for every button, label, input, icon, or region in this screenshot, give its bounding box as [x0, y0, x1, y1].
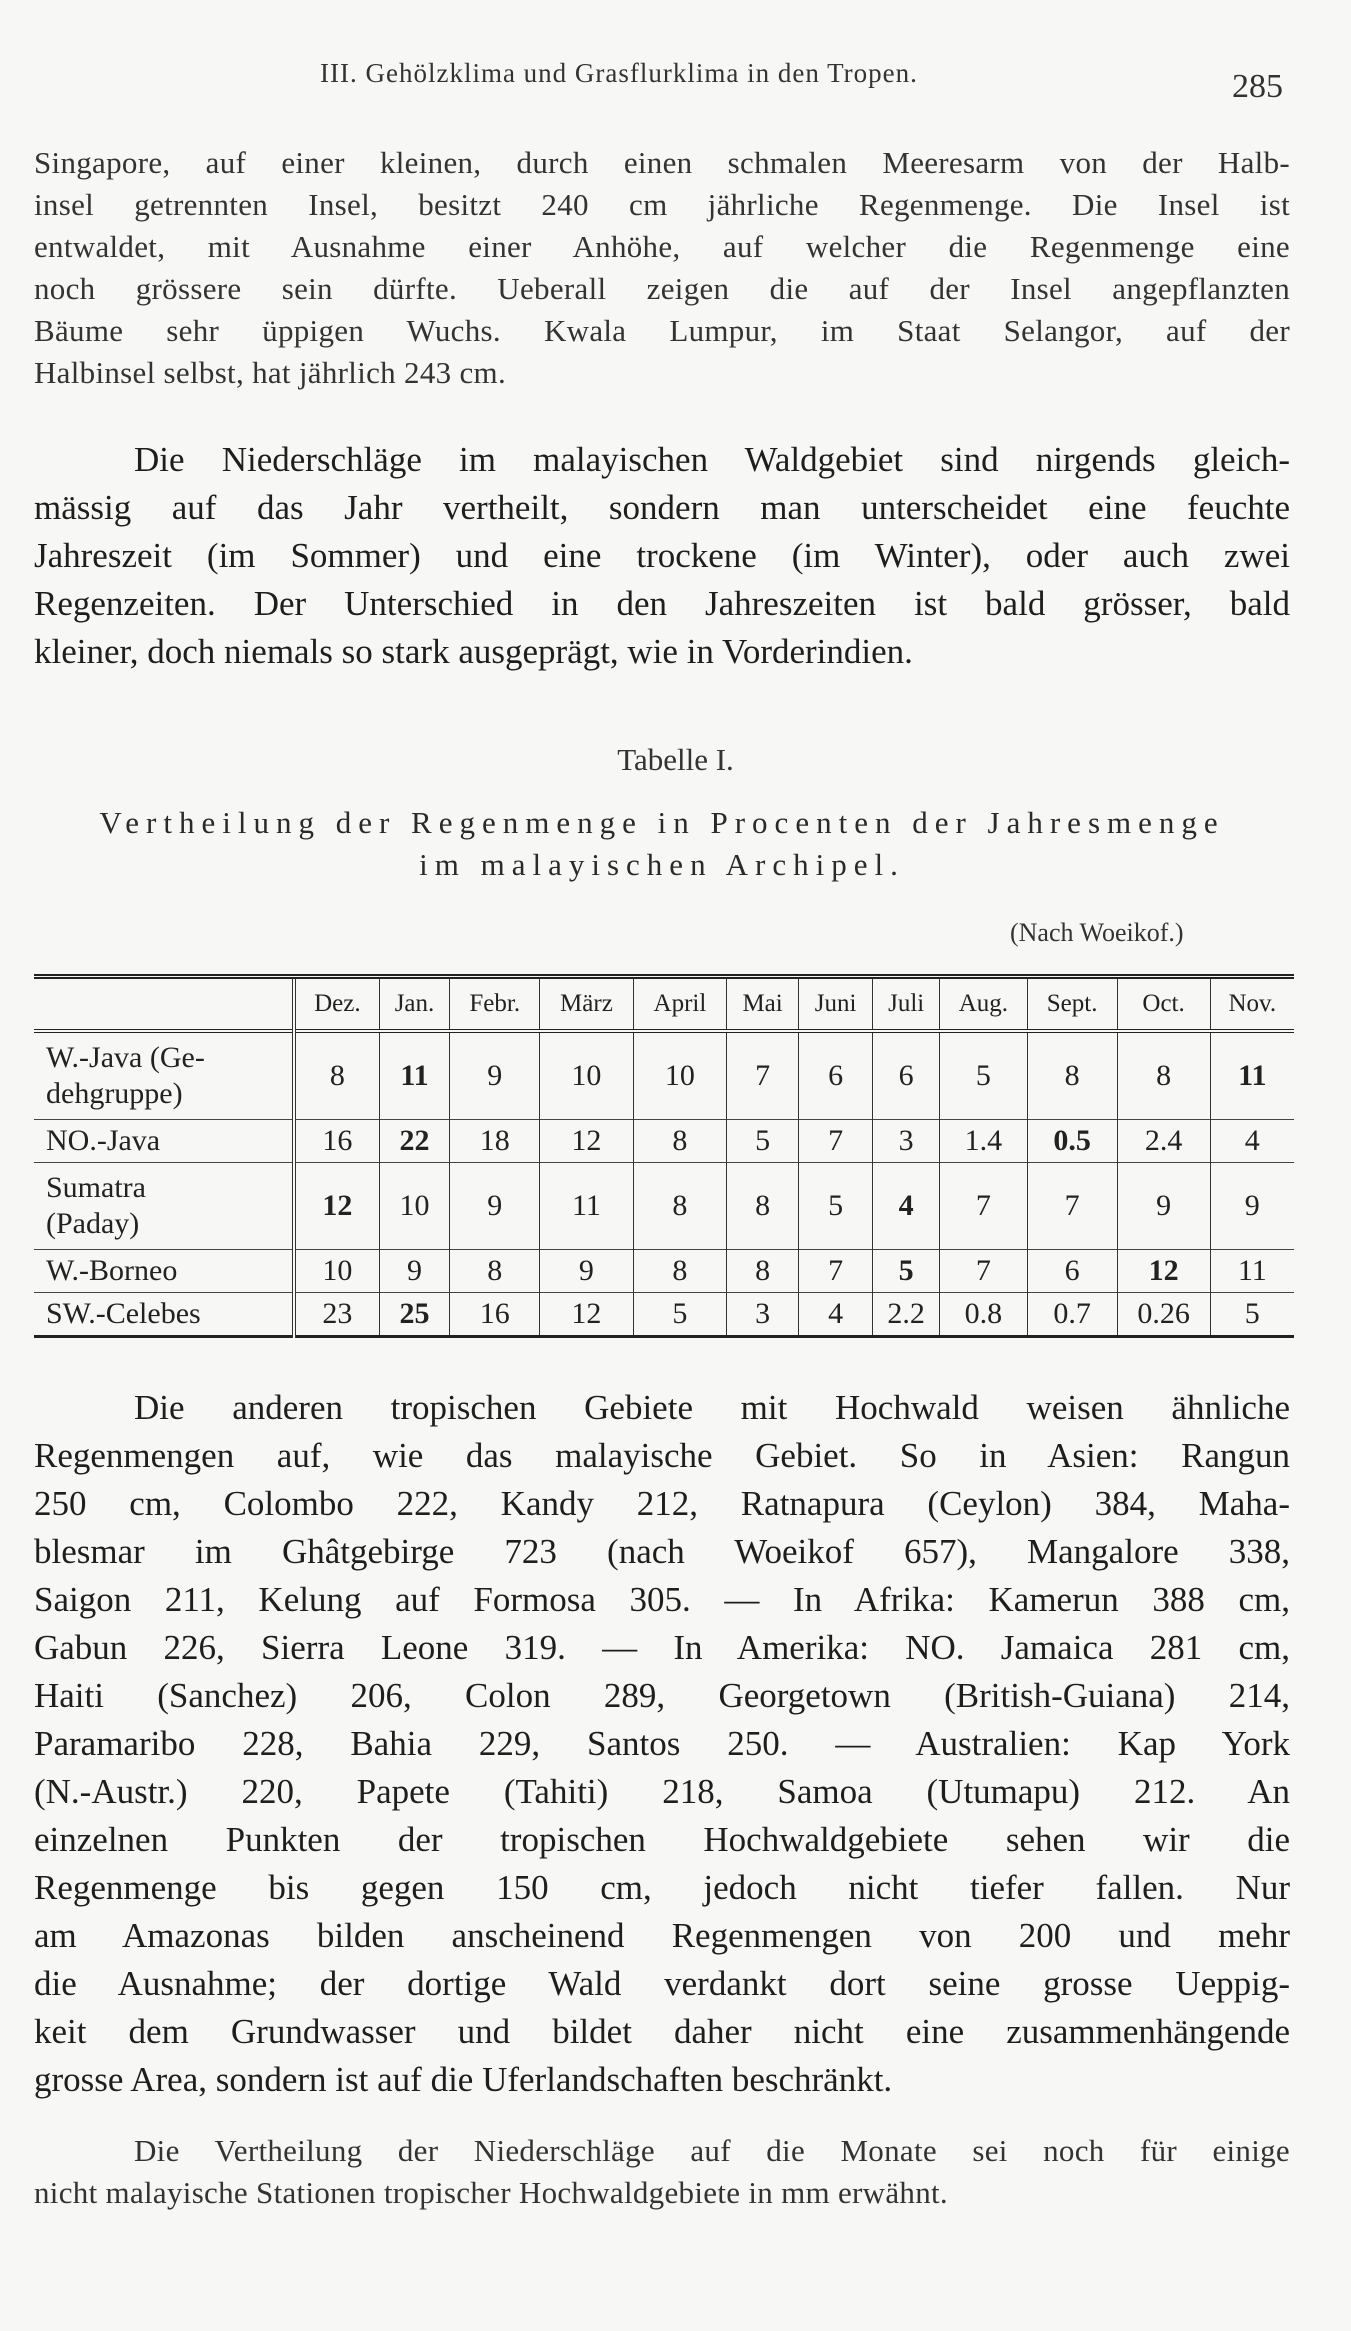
month-header: April: [633, 977, 727, 1032]
value-cell: 6: [1027, 1250, 1117, 1293]
table-source: (Nach Woeikof.): [1010, 918, 1184, 947]
text-line: keit dem Grundwasser und bildet daher nicht eine zusammenhängende: [34, 2012, 1290, 2051]
station-name-line: (Paday): [46, 1207, 140, 1240]
month-header: Oct.: [1117, 977, 1210, 1032]
station-name-line: W.-Borneo: [46, 1254, 178, 1287]
value-cell: 9: [1117, 1163, 1210, 1250]
station-cell: [34, 1293, 294, 1337]
text-line: Die anderen tropischen Gebiete mit Hochwald weisen ähnliche: [134, 1388, 1290, 1427]
station-name-line: dehgruppe): [46, 1077, 183, 1110]
table-row: [34, 1031, 1294, 1120]
value-cell: 10: [540, 1031, 633, 1120]
text-line: am Amazonas bilden anscheinend Regenmengen von 200 und mehr: [34, 1916, 1290, 1955]
station-cell: [34, 1120, 294, 1163]
value-cell: 7: [940, 1163, 1028, 1250]
value-cell: 6: [873, 1031, 940, 1120]
value-cell: 12: [540, 1120, 633, 1163]
text-line: kleiner, doch niemals so stark ausgeprägt, wie in Vorderindien.: [34, 632, 913, 671]
value-cell: 3: [873, 1120, 940, 1163]
table-caption: [34, 802, 1290, 886]
text-line: Haiti (Sanchez) 206, Colon 289, Georgetown (British-Guiana) 214,: [34, 1676, 1290, 1715]
value-cell: 3: [727, 1293, 799, 1337]
text-line: Regenzeiten. Der Unterschied in den Jahreszeiten ist bald grösser, bald: [34, 584, 1290, 623]
value-cell: 11: [540, 1163, 633, 1250]
station-name-line: Sumatra: [46, 1171, 146, 1204]
value-cell: 1.4: [940, 1120, 1028, 1163]
value-cell: 8: [294, 1031, 379, 1120]
caption-line: Vertheilung der Regenmenge in Procenten der Jahresmenge: [99, 805, 1225, 840]
paragraph-vertheilung: [34, 2130, 1290, 2214]
value-cell: 9: [379, 1250, 450, 1293]
text-line: Bäume sehr üppigen Wuchs. Kwala Lumpur, im Staat Selangor, auf der: [34, 313, 1290, 348]
station-name-line: NO.-Java: [46, 1124, 161, 1157]
value-cell: 12: [540, 1293, 633, 1337]
value-cell: 7: [798, 1250, 872, 1293]
value-cell: 23: [294, 1293, 379, 1337]
value-cell: 9: [450, 1163, 540, 1250]
text-line: einzelnen Punkten der tropischen Hochwaldgebiete sehen wir die: [34, 1820, 1290, 1859]
month-header: Juli: [873, 977, 940, 1032]
value-cell: 7: [1027, 1163, 1117, 1250]
value-cell: 8: [1027, 1031, 1117, 1120]
value-cell: 8: [633, 1120, 727, 1163]
value-cell: 7: [727, 1031, 799, 1120]
text-line: noch grössere sein dürfte. Ueberall zeigen die auf der Insel angepflanzten: [34, 271, 1290, 306]
value-cell: 8: [450, 1250, 540, 1293]
caption-line: im malayischen Archipel.: [419, 847, 905, 882]
value-cell: 5: [633, 1293, 727, 1337]
station-header: [34, 977, 294, 1032]
month-header: Dez.: [294, 977, 379, 1032]
value-cell: 5: [727, 1120, 799, 1163]
value-cell: 8: [727, 1250, 799, 1293]
station-name-line: W.-Java (Ge-: [46, 1041, 205, 1074]
value-cell: 8: [633, 1163, 727, 1250]
text-line: Halbinsel selbst, hat jährlich 243 cm.: [34, 355, 506, 390]
value-cell: 5: [798, 1163, 872, 1250]
value-cell: 0.5: [1027, 1120, 1117, 1163]
value-cell: 2.2: [873, 1293, 940, 1337]
text-line: 250 cm, Colombo 222, Kandy 212, Ratnapura (Ceylon) 384, Maha-: [34, 1484, 1290, 1523]
value-cell: 22: [379, 1120, 450, 1163]
paragraph-tropische-gebiete: [34, 1384, 1290, 2104]
table-header-row: [34, 977, 1294, 1032]
text-line: die Ausnahme; der dortige Wald verdankt dort seine grosse Ueppig-: [34, 1964, 1290, 2003]
value-cell: 10: [633, 1031, 727, 1120]
value-cell: 4: [873, 1163, 940, 1250]
value-cell: 10: [379, 1163, 450, 1250]
table-title: Tabelle I.: [617, 742, 734, 777]
value-cell: 9: [1210, 1163, 1294, 1250]
running-head: III. Gehölzklima und Grasflurklima in den Tropen.: [320, 58, 918, 88]
text-line: Jahreszeit (im Sommer) und eine trockene (im Winter), oder auch zwei: [34, 536, 1290, 575]
text-line: Die Vertheilung der Niederschläge auf die Monate sei noch für einige: [134, 2133, 1290, 2168]
value-cell: 8: [633, 1250, 727, 1293]
value-cell: 0.8: [940, 1293, 1028, 1337]
value-cell: 12: [294, 1163, 379, 1250]
value-cell: 5: [1210, 1293, 1294, 1337]
station-cell: [34, 1250, 294, 1293]
value-cell: 7: [940, 1250, 1028, 1293]
text-line: Die Niederschläge im malayischen Waldgebiet sind nirgends gleich-: [134, 440, 1290, 479]
station-cell: [34, 1163, 294, 1250]
value-cell: 11: [379, 1031, 450, 1120]
text-line: Regenmengen auf, wie das malayische Gebiet. So in Asien: Rangun: [34, 1436, 1290, 1475]
station-cell: [34, 1031, 294, 1120]
value-cell: 8: [727, 1163, 799, 1250]
text-line: Regenmenge bis gegen 150 cm, jedoch nicht tiefer fallen. Nur: [34, 1868, 1290, 1907]
value-cell: 6: [798, 1031, 872, 1120]
table-row: [34, 1120, 1294, 1163]
text-line: nicht malayische Stationen tropischer Hochwaldgebiete in mm erwähnt.: [34, 2175, 948, 2210]
month-header: Jan.: [379, 977, 450, 1032]
text-line: Paramaribo 228, Bahia 229, Santos 250. — Australien: Kap York: [34, 1724, 1290, 1763]
text-line: (N.-Austr.) 220, Papete (Tahiti) 218, Samoa (Utumapu) 212. An: [34, 1772, 1290, 1811]
value-cell: 9: [540, 1250, 633, 1293]
value-cell: 8: [1117, 1031, 1210, 1120]
rainfall-table: [34, 974, 1294, 1338]
value-cell: 0.7: [1027, 1293, 1117, 1337]
value-cell: 7: [798, 1120, 872, 1163]
table-row: [34, 1163, 1294, 1250]
paragraph-singapore: [34, 142, 1290, 394]
month-header: März: [540, 977, 633, 1032]
text-line: entwaldet, mit Ausnahme einer Anhöhe, auf welcher die Regenmenge eine: [34, 229, 1290, 264]
value-cell: 16: [294, 1120, 379, 1163]
text-line: blesmar im Ghâtgebirge 723 (nach Woeikof 657), Mangalore 338,: [34, 1532, 1290, 1571]
month-header: Juni: [798, 977, 872, 1032]
table-row: [34, 1293, 1294, 1337]
value-cell: 5: [940, 1031, 1028, 1120]
value-cell: 18: [450, 1120, 540, 1163]
value-cell: 0.26: [1117, 1293, 1210, 1337]
month-header: Sept.: [1027, 977, 1117, 1032]
text-line: grosse Area, sondern ist auf die Uferlandschaften beschränkt.: [34, 2060, 893, 2099]
value-cell: 9: [450, 1031, 540, 1120]
paragraph-niederschlaege: [34, 436, 1290, 676]
month-header: Febr.: [450, 977, 540, 1032]
text-line: mässig auf das Jahr vertheilt, sondern man unterscheidet eine feuchte: [34, 488, 1290, 527]
text-line: Gabun 226, Sierra Leone 319. — In Amerika: NO. Jamaica 281 cm,: [34, 1628, 1290, 1667]
value-cell: 25: [379, 1293, 450, 1337]
month-header: Nov.: [1210, 977, 1294, 1032]
value-cell: 11: [1210, 1031, 1294, 1120]
table-row: [34, 1250, 1294, 1293]
page-number: 285: [1232, 68, 1283, 105]
station-name-line: SW.-Celebes: [46, 1297, 201, 1330]
value-cell: 4: [798, 1293, 872, 1337]
value-cell: 11: [1210, 1250, 1294, 1293]
value-cell: 5: [873, 1250, 940, 1293]
value-cell: 4: [1210, 1120, 1294, 1163]
text-line: Singapore, auf einer kleinen, durch einen schmalen Meeresarm von der Halb-: [34, 145, 1290, 180]
text-line: insel getrennten Insel, besitzt 240 cm jährliche Regenmenge. Die Insel ist: [34, 187, 1290, 222]
month-header: Mai: [727, 977, 799, 1032]
value-cell: 16: [450, 1293, 540, 1337]
value-cell: 12: [1117, 1250, 1210, 1293]
text-line: Saigon 211, Kelung auf Formosa 305. — In Afrika: Kamerun 388 cm,: [34, 1580, 1290, 1619]
value-cell: 10: [294, 1250, 379, 1293]
month-header: Aug.: [940, 977, 1028, 1032]
value-cell: 2.4: [1117, 1120, 1210, 1163]
